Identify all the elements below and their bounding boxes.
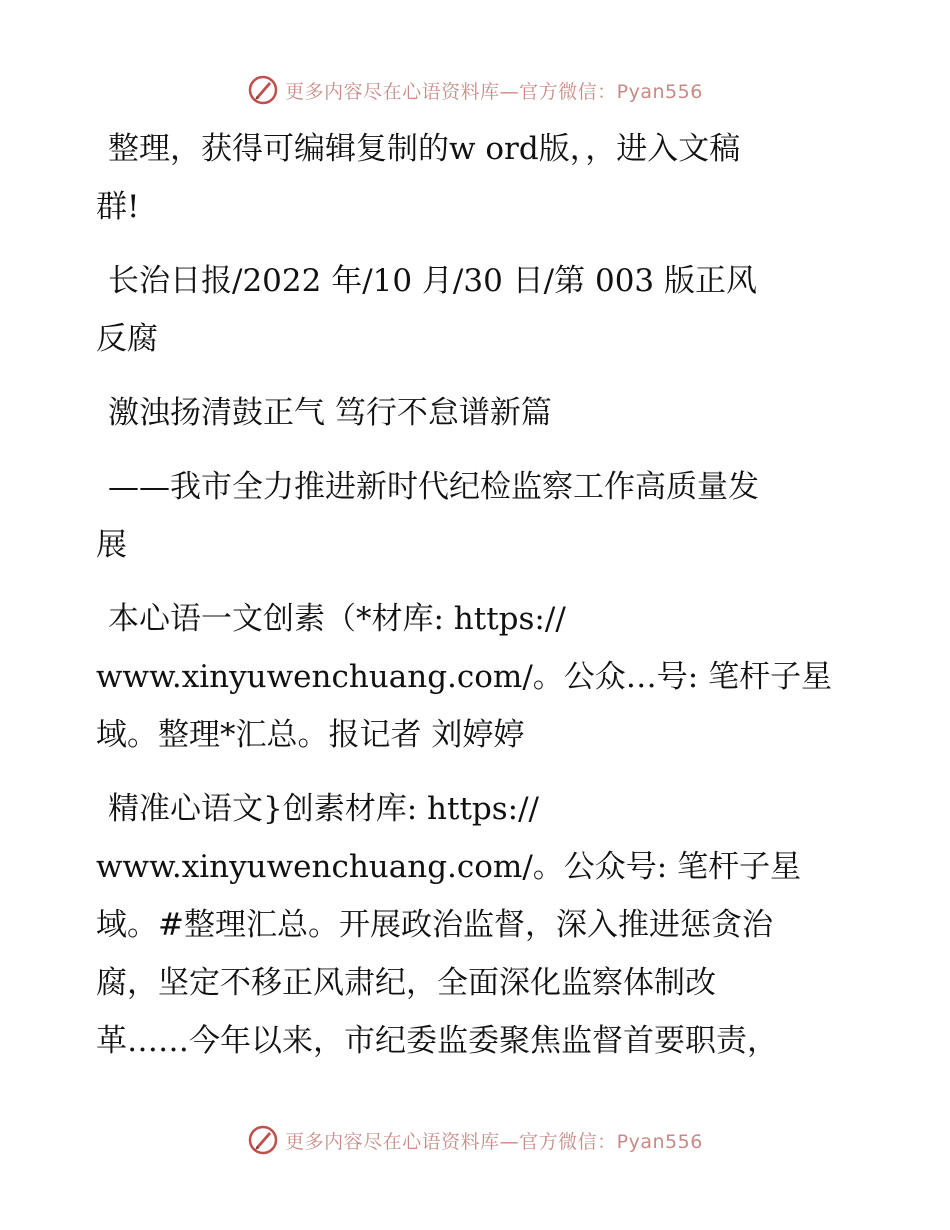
watermark-text: 更多内容尽在心语资料库—官方微信：Pyan556: [285, 1130, 703, 1153]
article-title: [96, 384, 836, 442]
text-line: 反腐: [96, 321, 158, 357]
text-line: 激浊扬清鼓正气 笃行不怠谱新篇: [108, 395, 552, 431]
text-line: 展: [96, 527, 127, 563]
text-line: 域。整理*汇总。报记者 刘婷婷: [96, 717, 525, 753]
watermark-text: 更多内容尽在心语资料库—官方微信：Pyan556: [285, 80, 703, 103]
text-line: 整理，获得可编辑复制的w ord版，，进入文稿: [108, 131, 741, 167]
paragraph-body: [96, 780, 836, 1070]
quill-pen-logo-icon: [247, 74, 279, 106]
text-line: 精准心语文}创素材库: https://: [108, 791, 539, 827]
text-line: www.xinyuwenchuang.com/。公众…号: 笔杆子星: [96, 659, 833, 695]
text-line: 革……今年以来，市纪委监委聚焦监督首要职责，: [96, 1023, 778, 1059]
paragraph-intro: [96, 120, 836, 236]
text-line: ——我市全力推进新时代纪检监察工作高质量发: [108, 469, 759, 505]
text-line: 群!: [96, 189, 140, 225]
text-line: 腐，坚定不移正风肃纪，全面深化监察体制改: [96, 965, 716, 1001]
paragraph-byline: [96, 590, 836, 764]
text-line: 长治日报/2022 年/10 月/30 日/第 003 版正风: [108, 263, 758, 299]
footer-watermark: [0, 1120, 950, 1160]
paragraph-source: [96, 252, 836, 368]
text-line: www.xinyuwenchuang.com/。公众号: 笔杆子星: [96, 849, 802, 885]
document-body: [96, 120, 836, 1086]
header-watermark: [0, 70, 950, 110]
quill-pen-logo-icon: [247, 1124, 279, 1156]
text-line: 本心语一文创素（*材库: https://: [108, 601, 566, 637]
text-line: 域。#整理汇总。开展政治监督，深入推进惩贪治: [96, 907, 773, 943]
article-subtitle: [96, 458, 836, 574]
